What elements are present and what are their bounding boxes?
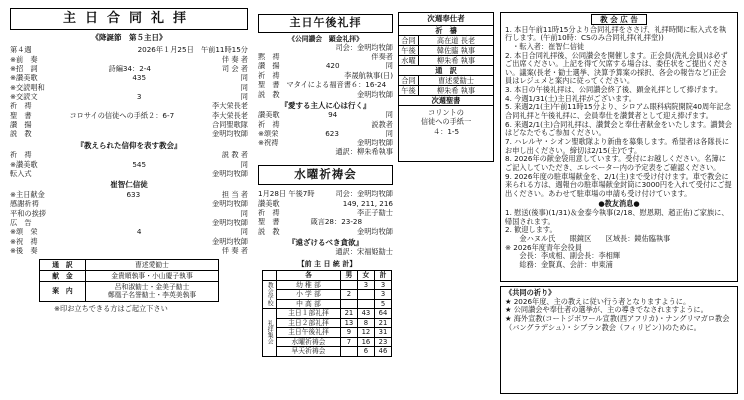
duty-role: 通 訳: [40, 259, 86, 270]
order-item: [258, 130, 393, 139]
order-item: [258, 120, 393, 129]
next-interp-rows: [399, 76, 493, 96]
order-item: [10, 247, 248, 256]
stats-cell: [340, 347, 357, 357]
order-item: [10, 237, 248, 246]
order-item-label: 祈 祷: [10, 150, 32, 160]
order-item: [10, 93, 248, 102]
order-item-person: 伴 奏 者: [221, 246, 248, 255]
stats-group: 教会学校: [263, 280, 277, 309]
ads-title: 教 会 広 告: [591, 14, 647, 25]
next-row: [399, 76, 493, 86]
order-item-person: 司 会 者: [221, 64, 248, 74]
order-item-label: 感謝祈祷: [10, 199, 39, 209]
order-item-label: ※主日献金: [10, 190, 45, 199]
prayer-interp: 通訳：宋福姫勧士: [335, 247, 393, 257]
stats-row: [263, 337, 392, 347]
order-item-label: 転入式: [10, 169, 32, 178]
order-item: [10, 209, 248, 218]
next-row-person: 曺述愛勧士: [438, 76, 474, 85]
order-item: [258, 81, 393, 90]
order-item: [258, 218, 393, 227]
order-item-person: 同: [240, 74, 248, 83]
order-item-person: 李大栄長老: [212, 111, 248, 120]
sermon-title: 『教えられた信仰を表す教会』: [76, 140, 182, 150]
stats-cell: 9: [340, 328, 357, 338]
list-item: 5. 来週2/1(主)午前11時15分より、シロアム眼科病院開院40周年記念合同礼拝と午後礼拝に、会員奉仕を讃賛者として迎え捧げます。: [505, 102, 731, 121]
order-item-detail: 633: [126, 190, 141, 199]
list-item: ★ 海外宣教(コートジボワール宣教(西アフリカ)・ナングリマガロ教会（バングラデシュ）・シブラン教会（フィリピン）)のために。: [505, 313, 730, 332]
prayer-date: 1月28日 午後7時: [258, 190, 315, 199]
afternoon-order: [258, 53, 393, 100]
order-item-label: ※招 詞: [10, 64, 38, 74]
next-row: [399, 36, 493, 46]
order-item-label: ※交読唱和: [10, 83, 45, 92]
order-item: [258, 90, 393, 99]
stats-cell: 3: [374, 290, 391, 300]
order-list-3: [10, 190, 248, 255]
prayer-sermon: 『遠ざけるべき貪欲』: [288, 238, 363, 247]
stats-cell: 46: [374, 347, 391, 357]
order-item-detail: 4: [136, 227, 142, 237]
joint-prayer-title: 《共同の祈り》: [505, 288, 556, 297]
order-item: [10, 170, 248, 179]
order-item-person: 担 当 者: [221, 190, 248, 199]
order-item-detail: 箴言28：23-28: [310, 218, 363, 227]
stats-cell: [340, 299, 357, 309]
list-item: 2. 歓迎します。: [505, 225, 557, 235]
order-item: [258, 111, 393, 120]
order-item: [10, 111, 248, 120]
list-item: 会長：李成相、副会長：李相輝: [505, 251, 621, 261]
duty-people: 金貴順執事・小山慶子執事: [86, 271, 219, 282]
order-item: [10, 130, 248, 139]
order-item-detail: コロサイの信徒への手紙２：6-7: [69, 111, 175, 120]
stats-row: [263, 290, 392, 300]
stats-cell: 2: [340, 290, 357, 300]
order-item-label: 聖 書: [258, 80, 280, 90]
order-item-person: 金明均牧師: [212, 130, 248, 139]
order-item-label: 祈 祷: [10, 102, 32, 111]
stats-cell: 43: [357, 309, 374, 319]
order-item: [10, 65, 248, 74]
order-item-label: 黙 祷: [258, 52, 280, 62]
order-item-person: 同: [240, 83, 248, 92]
stats-cell: 小 学 部: [277, 290, 341, 300]
list-item: 総務：金賢真、会計：申東浦: [505, 259, 613, 269]
footnote: ※印お立ちできる方はご起立下さい: [54, 303, 168, 313]
next-row: [399, 46, 493, 56]
duty-role: 案 内: [40, 282, 86, 301]
list-item: 7. ハレルヤ・シオン聖歌隊より新曲を募集します。希望者は各隊長にお申し出ください。締切は2/15(主)です。: [505, 136, 730, 155]
next-row-service: 午後: [399, 86, 419, 95]
order-item-label: ※祝祷: [258, 139, 279, 148]
order-item-detail: マタイによる福音書６：16-24: [286, 80, 387, 90]
order-item-person: 同: [240, 160, 248, 169]
order-item-person: 同: [385, 111, 393, 120]
stats-row: [263, 280, 392, 290]
order-item-label: ※前 奏: [10, 55, 38, 64]
stats-cell: 主日午後礼拝: [277, 328, 341, 338]
order-item-label: ※頌栄: [258, 129, 279, 139]
order-item-label: 祈 祷: [258, 71, 280, 80]
afternoon-subtitle: 《公同讃会 顕金礼拝》: [288, 35, 363, 43]
order-item: [10, 160, 248, 169]
afternoon-title: 主日午後礼拝: [258, 14, 393, 33]
order-item-person: 金明均牧師: [357, 139, 393, 148]
stats-row: [263, 299, 392, 309]
next-row-service: 午後: [399, 46, 419, 55]
list-item: ・転入者：崔智仁信徒: [505, 41, 585, 51]
order-item-label: 説 教: [10, 130, 32, 139]
ads-list: [505, 26, 733, 199]
afternoon-sermon: 『愛する主人に心は行く』: [280, 100, 371, 110]
order-item: [10, 55, 248, 64]
order-item-person: 同: [385, 62, 393, 71]
order-item-label: ※讃美歌: [10, 160, 38, 169]
order-item-person: 金明均牧師: [212, 237, 248, 246]
order-item-label: 讃 揚: [10, 120, 32, 130]
order-item-person: 金明均牧師: [212, 169, 248, 178]
left-column: [10, 8, 248, 313]
stats-title: 【前 主 日 統 計】: [297, 260, 357, 268]
stats-cell: 21: [340, 309, 357, 319]
list-item: 1. 本日午前11時15分より合同礼拝をささげ、礼拝時間に転入式を執行します。(午前10時：CSのみ合同礼拝(礼拝堂)): [505, 24, 727, 43]
order-item: [10, 121, 248, 130]
stats-cell: 水曜祈祷会: [277, 337, 341, 347]
stats-cell: 中 高 部: [277, 299, 341, 309]
stats-cell: 8: [357, 318, 374, 328]
order-item-person: 同: [240, 92, 248, 102]
order-item-person: 李正子勧士: [357, 208, 393, 218]
order-item-detail: 94: [328, 111, 338, 120]
order-item: [10, 151, 248, 160]
duty-row: [40, 271, 219, 282]
stats-row: [263, 318, 392, 328]
prayer-meeting-title: 水曜祈祷会: [258, 165, 393, 185]
duty-people: 呂和淑勧士・金美子勧士 鄭凰子名誉勧士・李英美執事: [86, 282, 219, 301]
service-subtitle: 《降誕節 第５主日》: [91, 33, 167, 42]
stats-header: [263, 271, 392, 280]
stats-group: 礼拝集会: [263, 309, 277, 357]
order-item-person: 金明均牧師: [357, 227, 393, 236]
next-prayer-rows: [399, 36, 493, 66]
order-item: [10, 200, 248, 209]
order-item: [10, 228, 248, 237]
prayer-leader: 司会：金明均牧師: [335, 190, 393, 199]
announcements-box: [500, 12, 738, 282]
order-item-person: 李大栄長老: [212, 102, 248, 111]
order-item: [258, 71, 393, 80]
service-title: 主日合同礼拝: [10, 8, 248, 30]
stats-cell: 23: [374, 337, 391, 347]
order-list: [10, 55, 248, 139]
duty-people: 曺述愛勧士: [86, 259, 219, 270]
order-item-detail: 435: [132, 74, 147, 83]
order-item-detail: 420: [325, 62, 340, 71]
order-item-label: 讃美歌: [258, 111, 280, 120]
stats-col-header: 男: [340, 271, 357, 280]
stats-cell: [357, 299, 374, 309]
news-list: [505, 209, 733, 269]
list-item: ※ 2026年度青年会役員: [505, 242, 582, 252]
stats-cell: 主日２部礼拝: [277, 318, 341, 328]
next-scripture-head: 次週聖書: [399, 96, 493, 106]
order-item: [10, 219, 248, 228]
stats-cell: 31: [374, 328, 391, 338]
order-item-person: 同: [240, 227, 248, 237]
date-row: [10, 46, 248, 55]
order-item-person: 金明均牧師: [212, 199, 248, 209]
order-item-label: 讃 揚: [258, 62, 280, 71]
order-item-person: 説教者: [371, 120, 393, 129]
list-item: 8. 2026年の献金袋用意しています。受付にお越しください。名簿にご記入していただき、エレベーター内の予定表をご確認ください。: [505, 154, 726, 172]
duty-role: 献 金: [40, 271, 86, 282]
afternoon-leader: 司会：金明均牧師: [335, 43, 393, 53]
order-item: [10, 74, 248, 83]
next-row: [399, 56, 493, 66]
order-item: [258, 209, 393, 218]
stats-cell: 早天祈祷会: [277, 347, 341, 357]
next-row-person: 柳朱希 執事: [436, 86, 476, 95]
list-item: 6. 来週2/1(主)合同礼拝は、讃賛会と奉仕者献金をいたします。讃賛会はどなたでもご参加ください。: [505, 119, 732, 138]
stats-section: [262, 260, 392, 357]
order-item: [258, 53, 393, 62]
stats-col-header: 計: [374, 271, 391, 280]
stats-cell: 21: [374, 318, 391, 328]
order-item-label: 聖 書: [258, 218, 280, 227]
service-date: 2026年１月25日 午前11時15分: [137, 46, 248, 55]
order-item-person: 金明均牧師: [212, 218, 248, 227]
order-item-person: 伴奏者: [371, 52, 393, 62]
order-item-label: ※祝 祷: [10, 237, 38, 246]
stats-row: [263, 328, 392, 338]
order-item-detail: 3: [136, 92, 142, 102]
order-item: [258, 227, 393, 236]
order-item-label: ※後 奏: [10, 246, 38, 255]
order-item-label: 平和の挨拶: [10, 209, 46, 218]
news-title: ●教友消息●: [598, 199, 640, 209]
order-item: [258, 199, 393, 208]
list-item: 金ハヌル氏 眼鏡区 区域長：鏡佑臨執事: [505, 234, 671, 244]
afternoon-order-2: [258, 111, 393, 148]
order-item: [258, 62, 393, 71]
afternoon-interp: 通訳：柳朱希執事: [335, 147, 393, 157]
order-list-2: [10, 151, 248, 179]
stats-col-header: 女: [357, 271, 374, 280]
order-item-person: 説 教 者: [221, 150, 248, 160]
stats-cell: 3: [357, 280, 374, 290]
order-item-person: 伴 奏 者: [221, 55, 248, 64]
joint-prayer-box: [500, 286, 738, 394]
next-week-servers: [398, 12, 494, 162]
order-item-label: 讃美歌: [258, 199, 280, 208]
stats-cell: 7: [340, 337, 357, 347]
stats-row: [263, 347, 392, 357]
list-item: 1. 慰送(後事)(1/31)＆金泰今執事(2/18、慰恩期、趙正佑)ご家族に、帰国されます。: [505, 208, 729, 226]
stats-cell: [340, 280, 357, 290]
order-item-person: 同: [240, 209, 248, 218]
prayer-head: [258, 190, 393, 199]
next-row-service: 合同: [399, 36, 419, 45]
duty-row: [40, 282, 219, 301]
order-item-label: 説 教: [258, 90, 280, 99]
stats-cell: 5: [374, 299, 391, 309]
stats-cell: 16: [357, 337, 374, 347]
list-item: 9. 2026年度の駐車場献金を、2/1(主)まで受け付けます。車で教会に来られる方は、週報台の駐車場献金封筒に3000円を入れて受付にご提出ください。あわせて駐車場の申請も受け付けています。: [505, 171, 732, 198]
stats-cell: 幼 稚 部: [277, 280, 341, 290]
list-item: ★ 公同讃会や奉仕者の選挙が、主の導きでなされますように。: [505, 305, 708, 315]
order-item-person: 合同聖歌隊: [212, 120, 248, 130]
order-item-person: 李晟航執事(日): [344, 71, 393, 80]
order-item-detail: 545: [132, 160, 147, 169]
stats-cell: 主日１部礼拝: [277, 309, 341, 319]
list-item: 3. 本日の午後礼拝は、公同讃会終了後、顕金礼拝として捧げます。: [505, 85, 723, 95]
week-label: 第４週: [10, 46, 32, 55]
order-item-label: 祈 祷: [258, 208, 280, 218]
order-item: [10, 102, 248, 111]
list-item: 4. 今週1/31(土)主日礼拝がございます。: [505, 93, 636, 103]
order-item-detail: 623: [325, 129, 339, 139]
order-item-detail: 詩編34：2-4: [108, 64, 151, 74]
stats-cell: 13: [340, 318, 357, 328]
order-item-label: ※頌 栄: [10, 227, 38, 237]
list-item: ★ 2026年度、主の教えに従い行う者となりますように。: [505, 296, 691, 306]
prayer-order: [258, 199, 393, 236]
stats-row: [263, 309, 392, 319]
duty-table: [39, 259, 219, 302]
next-prayer-head: 祈 禱: [399, 26, 493, 36]
middle-column: [258, 14, 393, 257]
order-item-label: 広 告: [10, 218, 32, 227]
stats-cell: 12: [357, 328, 374, 338]
stats-cell: 64: [374, 309, 391, 319]
next-row-service: 合同: [399, 76, 419, 85]
ceremony-title: 崔智仁信徒: [110, 180, 148, 190]
stats-cell: 3: [374, 280, 391, 290]
next-scripture: コリントの 信徒への手紙一 ４：1-5: [420, 108, 472, 136]
order-item-label: 聖 書: [10, 111, 32, 120]
order-item-person: 金明均牧師: [357, 90, 393, 99]
stats-table: [262, 270, 392, 356]
next-row-person: 韓佐臨 執事: [436, 46, 476, 55]
next-row-person: 高在道 長老: [436, 36, 476, 45]
joint-prayer-list: [505, 298, 733, 333]
stats-cell: 6: [357, 347, 374, 357]
next-row: [399, 86, 493, 96]
order-item-label: ※讃美歌: [10, 74, 38, 83]
stats-col-header: 各: [277, 271, 341, 280]
order-item: [10, 83, 248, 92]
order-item-person: 同: [385, 129, 393, 139]
next-interp-head: 通 訳: [399, 66, 493, 76]
order-item-person: 149, 211, 216: [342, 199, 393, 208]
next-row-service: 水曜: [399, 56, 419, 65]
duty-row: [40, 259, 219, 270]
list-item: 2. 本日合同礼拝後、公同讃会を開催します。正会員(洗礼会員)は必ずご出席ください。上記を得て欠席する場合は、委任状をご提出ください。議案(長老・勧士選挙、決算予算案の採択、各会の報告など)正会員はレジュメと案内に従ってください。: [505, 50, 728, 86]
next-row-person: 柳朱希 執事: [436, 56, 476, 65]
next-title: 次週奉仕者: [399, 13, 493, 26]
order-item-label: ※交読文: [10, 92, 38, 102]
order-item: [10, 190, 248, 199]
order-item-label: 祈 祷: [258, 120, 280, 129]
stats-cell: [357, 290, 374, 300]
order-item-label: 説 教: [258, 227, 280, 236]
